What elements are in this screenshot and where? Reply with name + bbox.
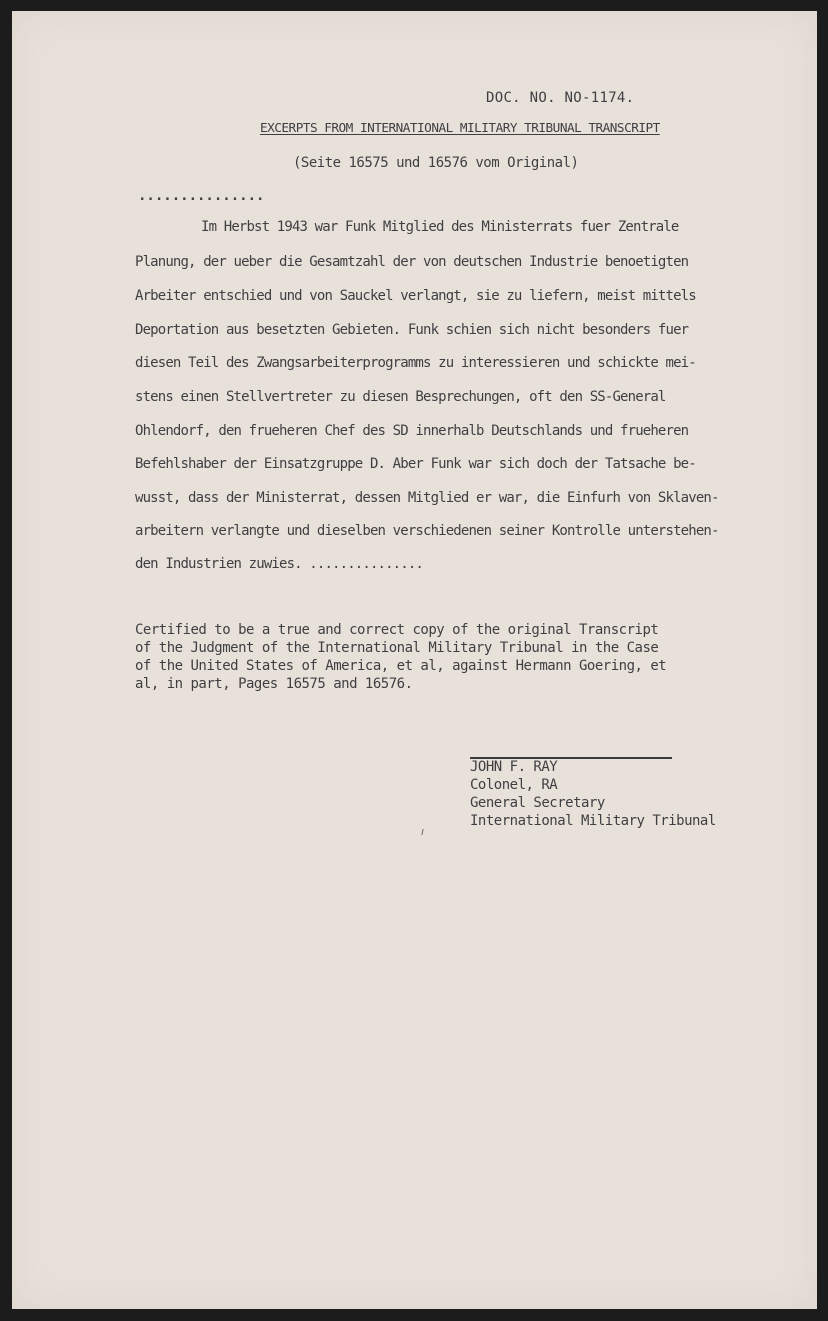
body-line-5: diesen Teil des Zwangsarbeiterprogramms zu interessieren und schickte mei- <box>135 355 696 371</box>
body-line-6: stens einen Stellvertreter zu diesen Besprechungen, oft den SS-General <box>135 389 666 405</box>
document-title: EXCERPTS FROM INTERNATIONAL MILITARY TRIBUNAL TRANSCRIPT <box>260 120 660 135</box>
body-line-2: Planung, der ueber die Gesamtzahl der von deutschen Industrie benoetigten <box>135 254 689 270</box>
signature-organization: International Military Tribunal <box>470 813 716 829</box>
body-line-1: Im Herbst 1943 war Funk Mitglied des Ministerrats fuer Zentrale <box>201 219 679 235</box>
signature-name: JOHN F. RAY <box>470 759 558 775</box>
body-line-7: Ohlendorf, den frueheren Chef des SD innerhalb Deutschlands und frueheren <box>135 423 689 439</box>
leading-dots: ............... <box>138 188 265 204</box>
document-number: DOC. NO. NO-1174. <box>486 90 635 106</box>
certification-line-4: al, in part, Pages 16575 and 16576. <box>135 676 413 692</box>
certification-line-3: of the United States of America, et al, against Hermann Goering, et <box>135 658 667 674</box>
certification-line-2: of the Judgment of the International Military Tribunal in the Case <box>135 640 659 656</box>
body-line-8: Befehlshaber der Einsatzgruppe D. Aber Funk war sich doch der Tatsache be- <box>135 456 696 472</box>
body-line-10: arbeitern verlangte und dieselben verschiedenen seiner Kontrolle unterstehen- <box>135 523 719 539</box>
certification-line-1: Certified to be a true and correct copy of the original Transcript <box>135 622 659 638</box>
body-line-9: wusst, dass der Ministerrat, dessen Mitglied er war, die Einfurh von Sklaven- <box>135 490 719 506</box>
signature-position: General Secretary <box>470 795 605 811</box>
body-line-11: den Industrien zuwies. ............... <box>135 556 423 572</box>
body-line-3: Arbeiter entschied und von Sauckel verlangt, sie zu liefern, meist mittels <box>135 288 696 304</box>
document-page <box>12 11 817 1309</box>
signature-rank: Colonel, RA <box>470 777 558 793</box>
document-subtitle: (Seite 16575 und 16576 vom Original) <box>293 155 579 171</box>
body-line-4: Deportation aus besetzten Gebieten. Funk schien sich nicht besonders fuer <box>135 322 689 338</box>
stray-pen-mark <box>421 829 423 835</box>
